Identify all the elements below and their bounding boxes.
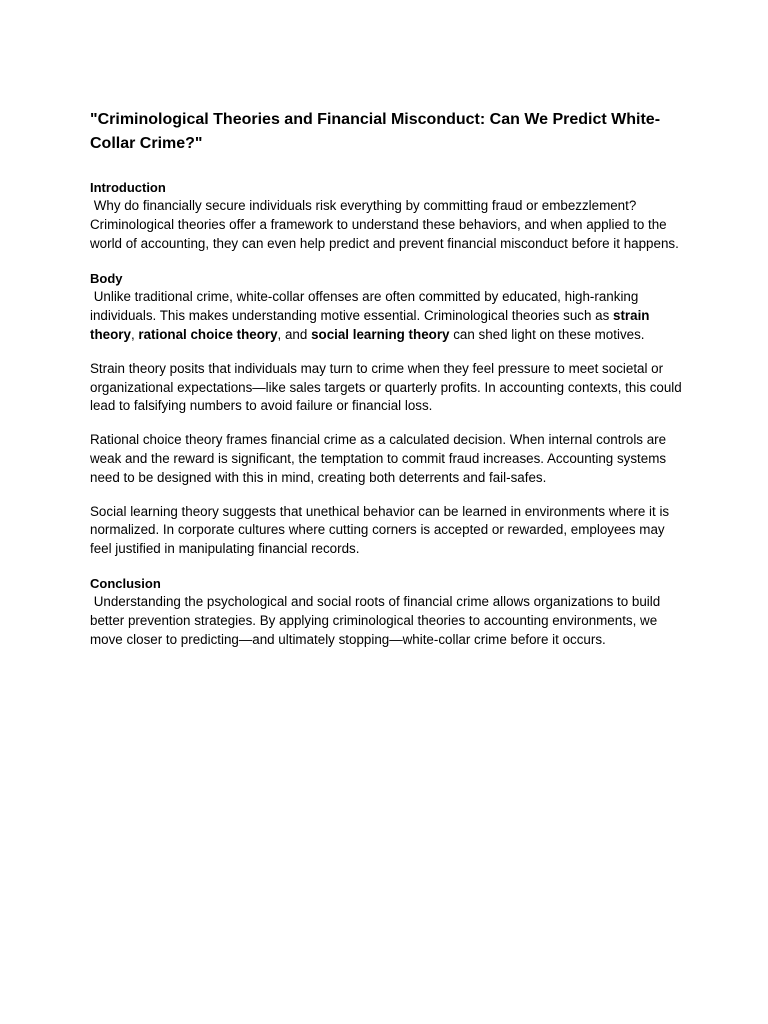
strain-theory-term: strain theory <box>90 308 654 342</box>
social-learning-paragraph: Social learning theory suggests that unethical behavior can be learned in environments where it is normalized. In corporate cultures where cutting corners is accepted or rewarded, employees may feel justified in manipulating financial records. <box>90 503 673 557</box>
document-title: "Criminological Theories and Financial Misconduct: Can We Predict White-Collar Crime?" <box>90 111 661 152</box>
conclusion-paragraph: Understanding the psychological and social roots of financial crime allows organizations to build better prevention strategies. By applying criminological theories to accounting environments, we move closer to predicting—and ultimately stopping—white-collar crime before it occurs. <box>90 593 664 647</box>
introduction-section <box>90 178 682 253</box>
body-intro-paragraph <box>90 288 682 344</box>
conclusion-section <box>90 574 682 649</box>
document-page <box>90 108 686 649</box>
strain-theory-paragraph: Strain theory posits that individuals may turn to crime when they feel pressure to meet societal or organizational expectations—like sales targets or quarterly profits. In accounting contexts, this could lead to falsifying numbers to avoid failure or financial loss. <box>90 360 686 414</box>
body-intro-text: Unlike traditional crime, white-collar offenses are often committed by educated, high-ranking individuals. This makes understanding motive essential. Criminological theories such as <box>90 289 643 324</box>
body-intro-ending: can shed light on these motives. <box>449 326 645 342</box>
rational-choice-theory-term: rational choice theory <box>138 326 278 342</box>
social-learning-theory-term: social learning theory <box>311 326 450 342</box>
separator-text: , <box>130 326 139 342</box>
separator-text: , and <box>277 326 312 342</box>
body-heading: Body <box>90 271 123 287</box>
introduction-heading: Introduction <box>90 180 166 195</box>
conclusion-heading: Conclusion <box>90 575 161 591</box>
body-section <box>90 269 686 559</box>
rational-choice-paragraph: Rational choice theory frames financial crime as a calculated decision. When internal controls are weak and the reward is significant, the temptation to commit fraud increases. Accounting systems need to be designed with this in mind, creating both deterrents and fail-safes. <box>90 432 670 485</box>
introduction-paragraph: Why do financially secure individuals risk everything by committing fraud or embezzlement? Criminological theories offer a framework to understand these behaviors, and when applied to the world of accounting, they can even help predict and prevent financial misconduct before it happens. <box>90 198 679 251</box>
